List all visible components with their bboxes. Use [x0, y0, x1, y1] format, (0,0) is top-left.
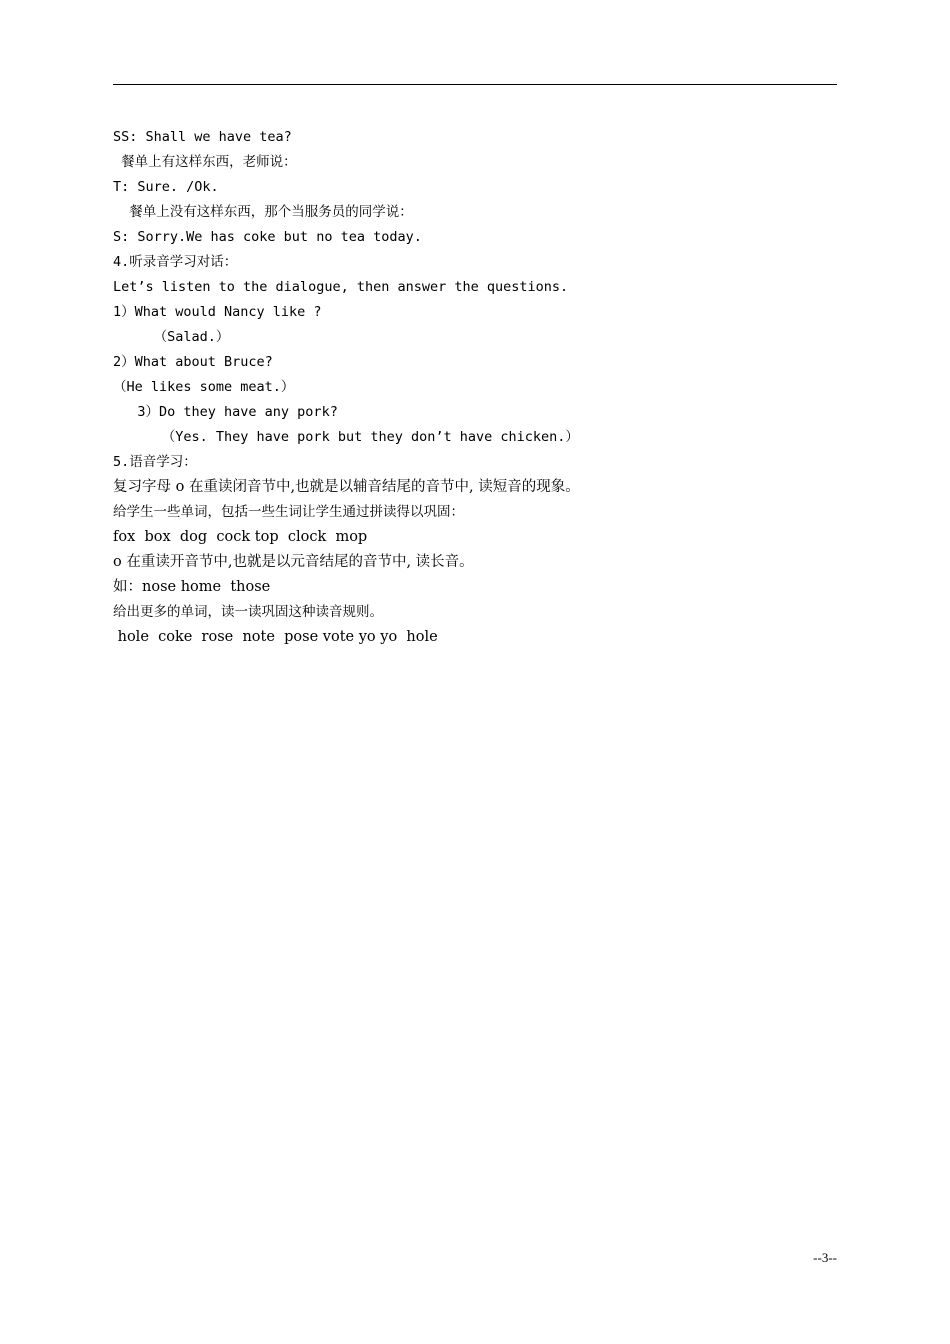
question-3: 3）Do they have any pork? — [113, 404, 338, 420]
header-rule — [113, 84, 837, 85]
question-2: 2）What about Bruce? — [113, 354, 273, 370]
answer-1: （Salad.） — [113, 329, 230, 345]
short-vowel-word-list: fox box dog cock top clock mop — [113, 529, 368, 545]
dialogue-line-ss: SS: Shall we have tea? — [113, 129, 292, 145]
section-heading-listening: 4.听录音学习对话： — [113, 254, 238, 270]
note-menu-no-item: 餐单上没有这样东西，那个当服务员的同学说： — [113, 204, 413, 220]
dialogue-line-student: S: Sorry.We has coke but no tea today. — [113, 229, 422, 245]
phonics-short-vowel-rule: 复习字母 o 在重读闭音节中,也就是以辅音结尾的音节中, 读短音的现象。 — [113, 479, 580, 495]
answer-3: （Yes. They have pork but they don’t have chicken.） — [113, 429, 579, 445]
phonics-practice-instruction: 给学生一些单词，包括一些生词让学生通过拼读得以巩固： — [113, 504, 464, 520]
answer-2: （He likes some meat.） — [113, 379, 295, 395]
instruction-line: Let’s listen to the dialogue, then answer the questions. — [113, 279, 569, 295]
page-number: --3-- — [813, 1250, 837, 1265]
section-heading-phonics: 5.语音学习： — [113, 454, 197, 470]
long-vowel-word-list: hole coke rose note pose vote yo yo hole — [113, 629, 438, 645]
note-menu-has-item: 餐单上有这样东西，老师说： — [113, 154, 297, 170]
question-1: 1）What would Nancy like ? — [113, 304, 322, 320]
more-words-instruction: 给出更多的单词，读一读巩固这种读音规则。 — [113, 604, 383, 620]
dialogue-line-teacher: T: Sure. /Ok. — [113, 179, 219, 195]
long-vowel-examples: 如：nose home those — [113, 579, 271, 595]
phonics-long-vowel-rule: o 在重读开音节中,也就是以元音结尾的音节中, 读长音。 — [113, 554, 474, 570]
